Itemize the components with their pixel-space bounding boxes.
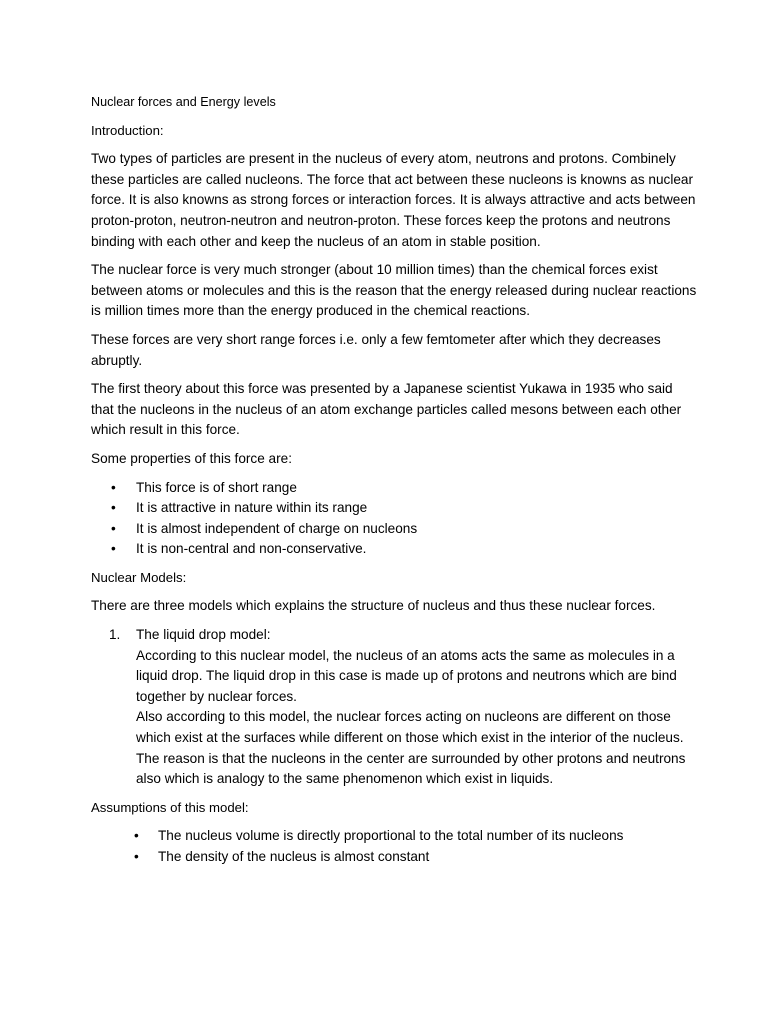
list-item [91, 625, 698, 790]
assumptions-heading: Assumptions of this model: [91, 799, 249, 815]
list-item [91, 847, 698, 868]
assumption-text: The density of the nucleus is almost constant [158, 849, 430, 864]
property-text: It is attractive in nature within its range [136, 500, 368, 516]
list-item [91, 826, 698, 847]
intro-paragraph-1: Two types of particles are present in the nucleus of every atom, neutrons and protons. Combinely these particles are called nucleons. The force that act between these nucleons is knowns as nuclear force. It is also knowns as strong forces or interaction forces. It is always attractive and acts between proton-proton, neutron-neutron and neutron-proton. These forces keep the protons and neutrons binding with each other and keep the nucleus of an atom in stable position. [91, 151, 696, 249]
bullet-icon: • [111, 479, 116, 495]
properties-list [91, 478, 698, 560]
model-title: The liquid drop model: [136, 627, 271, 643]
list-number: 1. [109, 627, 121, 643]
intro-paragraph-4: The first theory about this force was presented by a Japanese scientist Yukawa in 1935 who said that the nucleons in the nucleus of an atom exchange particles called mesons between each other which result in this force. [91, 381, 682, 438]
assumptions-list [91, 826, 698, 867]
bullet-icon: • [111, 541, 116, 557]
models-intro: There are three models which explains the structure of nucleus and thus these nuclear forces. [91, 598, 656, 614]
property-text: This force is of short range [136, 479, 297, 495]
properties-intro: Some properties of this force are: [91, 450, 292, 466]
assumption-text: The nucleus volume is directly proportional to the total number of its nucleons [158, 828, 624, 844]
bullet-icon: • [134, 828, 139, 844]
intro-paragraph-2: The nuclear force is very much stronger (about 10 million times) than the chemical forces exist between atoms or molecules and this is the reason that the energy released during nuclear reactions is million times more than the energy produced in the chemical reactions. [91, 262, 697, 319]
bullet-icon: • [111, 520, 116, 536]
property-text: It is non-central and non-conservative. [136, 541, 367, 557]
models-heading: Nuclear Models: [91, 569, 187, 585]
list-item [91, 539, 698, 560]
list-item [91, 478, 698, 499]
bullet-icon: • [134, 849, 139, 864]
models-list [91, 625, 698, 790]
model-text-1: According to this nuclear model, the nucleus of an atoms acts the same as molecules in a liquid drop. The liquid drop in this case is made up of protons and neutrons which are bind together by nuclear forces. [136, 647, 677, 704]
model-text-2: Also according to this model, the nuclear forces acting on nucleons are different on those which exist at the surfaces while different on those which exist in the interior of the nucleus. The reason is that the nucleons in the center are surrounded by other protons and neutrons also which is analogy to the same phenomenon which exist in liquids. [136, 709, 686, 787]
intro-heading: Introduction: [91, 122, 164, 138]
document-title: Nuclear forces and Energy levels [91, 95, 276, 109]
list-item [91, 519, 698, 540]
intro-paragraph-3: These forces are very short range forces i.e. only a few femtometer after which they decreases abruptly. [91, 331, 661, 368]
bullet-icon: • [111, 500, 116, 516]
property-text: It is almost independent of charge on nucleons [136, 520, 418, 536]
list-item [91, 498, 698, 519]
